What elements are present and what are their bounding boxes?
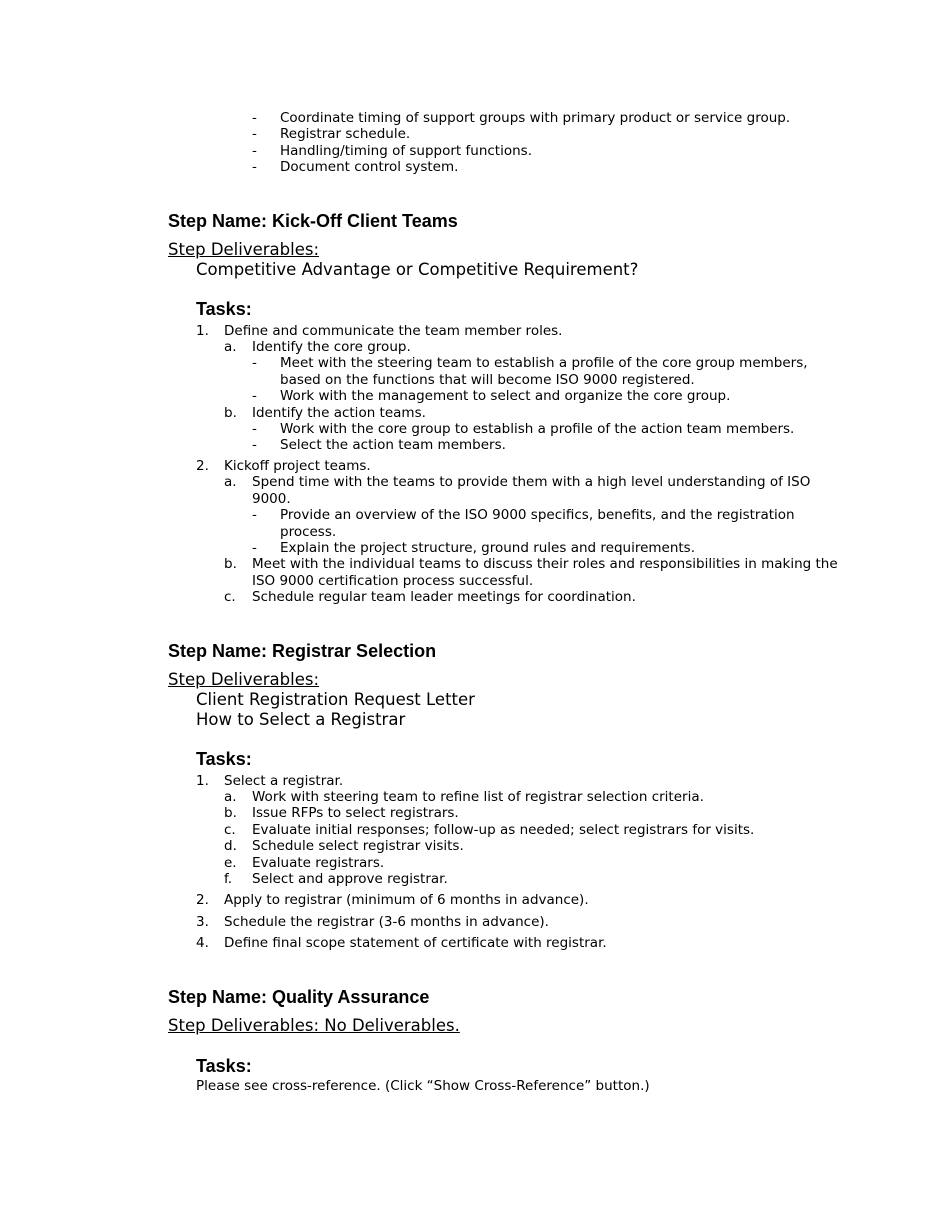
task-item: 4. Define final scope statement of certificate with registrar. [196,935,607,952]
deliverable-item: Competitive Advantage or Competitive Requirement? [196,259,639,279]
cross-reference-note: Please see cross-reference. (Click “Show Cross-Reference” button.) [196,1077,650,1094]
bullet-item: - Work with the core group to establish a profile of the action team members. [252,421,795,438]
bullet-item: - Select the action team members. [252,437,506,454]
bullet-item: - Work with the management to select and organize the core group. [252,388,731,405]
list-item: - Document control system. [252,159,459,176]
subtask-item: c. Evaluate initial responses; follow-up as needed; select registrars for visits. [224,821,755,838]
document-page [168,110,848,1094]
subtask-item: b. Issue RFPs to select registrars. [224,805,459,822]
intro-bullet-list [168,110,848,176]
task-item: 1. Select a registrar. [196,772,344,789]
bullet-marker: - [252,159,257,176]
step-kickoff-section [168,210,848,606]
list-item: - Handling/timing of support functions. [252,142,532,159]
bullet-item: - Provide an overview of the ISO 9000 specifics, benefits, and the registration process. [252,507,795,540]
step-title: Step Name: Registrar Selection [168,640,437,661]
step-deliverables-label: Step Deliverables: No Deliverables. [168,1015,460,1035]
subtask-item: d. Schedule select registrar visits. [224,838,464,855]
step-title: Step Name: Quality Assurance [168,986,430,1007]
task-list [168,773,848,952]
list-item: - Coordinate timing of support groups with primary product or service group. [252,110,791,126]
subtask-item: c. Schedule regular team leader meetings for coordination. [224,589,636,606]
task-item: 1. Define and communicate the team member roles. [196,322,563,339]
bullet-marker: - [252,142,257,159]
deliverable-item: How to Select a Registrar [196,709,406,729]
tasks-heading: Tasks: [196,748,252,769]
bullet-item: - Explain the project structure, ground rules and requirements. [252,539,696,556]
subtask-item: a. Identify the core group. [224,339,411,356]
task-item: 2. Kickoff project teams. [196,457,371,474]
step-quality-section [168,986,848,1094]
subtask-item: e. Evaluate registrars. [224,854,385,871]
bullet-item: - Meet with the steering team to establish a profile of the core group members, based on the functions that will become ISO 9000 registered. [252,355,808,388]
subtask-item: b. Identify the action teams. [224,404,426,421]
step-deliverables-label: Step Deliverables: [168,239,320,259]
task-item: 2. Apply to registrar (minimum of 6 months in advance). [196,892,589,909]
bullet-marker: - [252,110,257,126]
subtask-item: a. Spend time with the teams to provide them with a high level understanding of ISO 9000. [224,474,811,507]
bullet-marker: - [252,126,257,143]
step-title: Step Name: Kick-Off Client Teams [168,210,458,231]
step-registrar-section [168,640,848,952]
task-list [168,323,848,606]
task-item: 3. Schedule the registrar (3-6 months in advance). [196,913,549,930]
tasks-heading: Tasks: [196,298,252,319]
list-item: - Registrar schedule. [252,126,411,143]
subtask-item: a. Work with steering team to refine list of registrar selection criteria. [224,788,704,805]
step-deliverables-label: Step Deliverables: [168,669,320,689]
deliverable-item: Client Registration Request Letter [196,689,475,709]
subtask-item: b. Meet with the individual teams to discuss their roles and responsibilities in making the ISO 9000 certification process successful. [224,556,838,589]
tasks-heading: Tasks: [196,1055,252,1076]
subtask-item: f. Select and approve registrar. [224,870,448,887]
